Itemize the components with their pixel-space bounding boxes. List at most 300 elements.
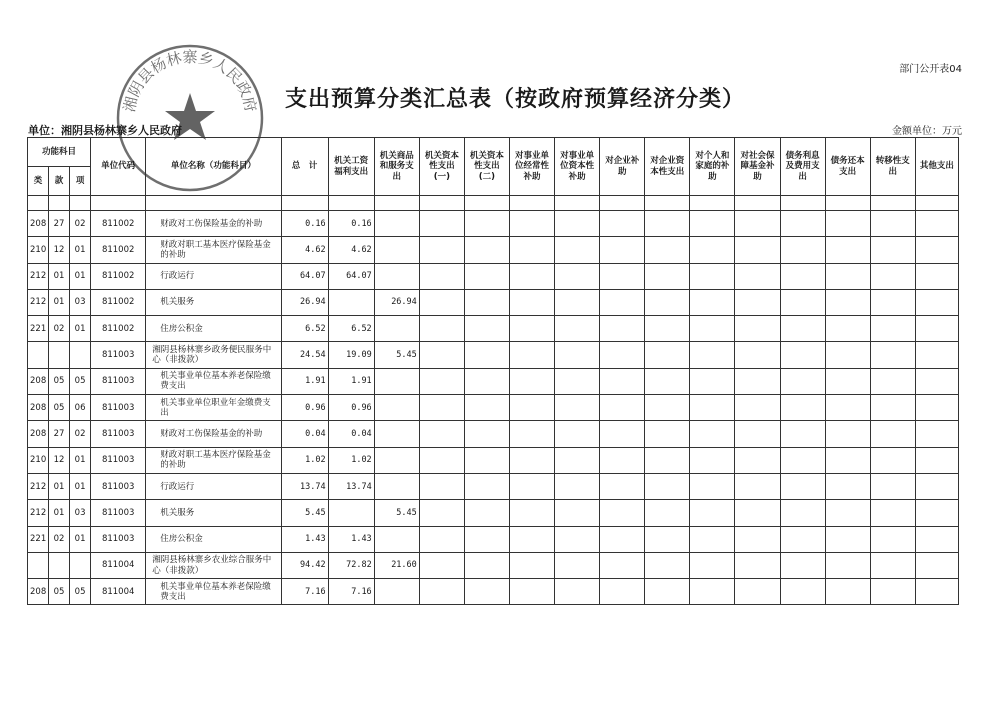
wage-cell	[328, 500, 374, 526]
empty-cell	[555, 316, 600, 342]
xiang-cell: 05	[70, 579, 91, 605]
empty-cell	[735, 447, 780, 473]
unit-name-cell: 行政运行	[146, 473, 281, 499]
empty-cell	[600, 526, 645, 552]
xiang-cell: 01	[70, 447, 91, 473]
empty-cell	[825, 211, 870, 237]
empty-cell	[600, 447, 645, 473]
empty-cell	[419, 342, 464, 368]
empty-cell	[555, 500, 600, 526]
xiang-header: 项	[70, 167, 91, 196]
empty-cell	[780, 368, 825, 394]
xiang-cell: 03	[70, 500, 91, 526]
empty-cell	[555, 237, 600, 263]
table-row	[28, 447, 959, 473]
col-header: 对事业单位经常性补助	[509, 138, 554, 196]
empty-cell	[825, 579, 870, 605]
budget-table	[27, 137, 959, 605]
empty-cell	[735, 473, 780, 499]
empty-cell	[645, 289, 690, 315]
empty-cell	[870, 579, 915, 605]
empty-cell	[464, 395, 509, 421]
empty-cell	[645, 342, 690, 368]
empty-cell	[735, 579, 780, 605]
empty-cell	[419, 579, 464, 605]
empty-cell	[645, 316, 690, 342]
empty-cell	[915, 552, 958, 578]
unit-code-cell: 811003	[91, 395, 146, 421]
empty-cell	[690, 211, 735, 237]
xiang-cell	[70, 342, 91, 368]
xiang-cell: 01	[70, 316, 91, 342]
empty-cell	[509, 473, 554, 499]
empty-cell	[825, 342, 870, 368]
amount-unit: 金额单位：万元	[892, 126, 962, 137]
lei-header: 类	[28, 167, 49, 196]
func-subject-header: 功能科目	[28, 138, 91, 167]
col-header: 对企业补助	[600, 138, 645, 196]
empty-cell	[915, 368, 958, 394]
total-cell: 4.62	[281, 237, 328, 263]
empty-cell	[915, 316, 958, 342]
wage-cell	[328, 289, 374, 315]
unit-name-cell: 机关服务	[146, 289, 281, 315]
empty-cell	[690, 368, 735, 394]
total-cell: 7.16	[281, 579, 328, 605]
kuan-cell	[49, 552, 70, 578]
empty-cell	[825, 473, 870, 499]
unit-name-header: 单位名称（功能科目）	[146, 138, 281, 196]
empty-cell	[870, 421, 915, 447]
empty-cell	[870, 552, 915, 578]
wage-cell: 0.16	[328, 211, 374, 237]
empty-cell	[690, 289, 735, 315]
unit-name-cell: 机关事业单位职业年金缴费支出	[146, 395, 281, 421]
kuan-cell: 12	[49, 237, 70, 263]
empty-cell	[690, 473, 735, 499]
total-cell: 26.94	[281, 289, 328, 315]
kuan-cell: 02	[49, 526, 70, 552]
lei-cell: 210	[28, 237, 49, 263]
empty-cell	[780, 552, 825, 578]
empty-cell	[870, 368, 915, 394]
lei-cell: 212	[28, 289, 49, 315]
empty-cell	[509, 289, 554, 315]
empty-cell	[870, 526, 915, 552]
empty-cell	[690, 447, 735, 473]
empty-cell	[464, 421, 509, 447]
goods-cell	[374, 526, 419, 552]
xiang-cell: 05	[70, 368, 91, 394]
lei-cell: 221	[28, 526, 49, 552]
empty-cell	[870, 447, 915, 473]
empty-cell	[825, 316, 870, 342]
empty-cell	[600, 237, 645, 263]
lei-cell: 221	[28, 316, 49, 342]
empty-cell	[600, 263, 645, 289]
lei-cell: 212	[28, 473, 49, 499]
empty-cell	[464, 552, 509, 578]
goods-cell	[374, 473, 419, 499]
empty-cell	[509, 500, 554, 526]
unit-name-cell: 机关事业单位基本养老保险缴费支出	[146, 368, 281, 394]
empty-cell	[600, 552, 645, 578]
wage-cell: 4.62	[328, 237, 374, 263]
wage-cell: 1.43	[328, 526, 374, 552]
empty-cell	[600, 211, 645, 237]
empty-cell	[735, 289, 780, 315]
empty-cell	[509, 552, 554, 578]
table-row	[28, 552, 959, 578]
unit-code-cell: 811003	[91, 526, 146, 552]
table-row	[28, 211, 959, 237]
lei-cell: 208	[28, 211, 49, 237]
empty-cell	[915, 473, 958, 499]
empty-cell	[780, 500, 825, 526]
empty-cell	[419, 211, 464, 237]
empty-cell	[509, 368, 554, 394]
empty-cell	[870, 316, 915, 342]
empty-cell	[509, 526, 554, 552]
empty-cell	[645, 552, 690, 578]
kuan-cell: 12	[49, 447, 70, 473]
wage-cell: 6.52	[328, 316, 374, 342]
empty-cell	[870, 289, 915, 315]
unit-name-cell: 财政对职工基本医疗保险基金的补助	[146, 237, 281, 263]
empty-cell	[555, 473, 600, 499]
empty-cell	[735, 421, 780, 447]
kuan-cell	[49, 342, 70, 368]
empty-cell	[555, 368, 600, 394]
xiang-cell: 01	[70, 237, 91, 263]
total-cell: 13.74	[281, 473, 328, 499]
table-row	[28, 263, 959, 289]
empty-cell	[735, 552, 780, 578]
goods-cell	[374, 211, 419, 237]
total-cell: 24.54	[281, 342, 328, 368]
unit-code-cell: 811004	[91, 552, 146, 578]
empty-cell	[645, 237, 690, 263]
empty-cell	[780, 421, 825, 447]
table-row	[28, 289, 959, 315]
empty-cell	[735, 368, 780, 394]
table-row	[28, 473, 959, 499]
empty-cell	[780, 526, 825, 552]
unit-name-cell: 机关服务	[146, 500, 281, 526]
goods-cell: 5.45	[374, 500, 419, 526]
lei-cell: 212	[28, 263, 49, 289]
empty-cell	[509, 342, 554, 368]
unit-name-cell: 住房公积金	[146, 526, 281, 552]
empty-cell	[825, 368, 870, 394]
goods-cell	[374, 421, 419, 447]
empty-cell	[464, 342, 509, 368]
empty-cell	[735, 500, 780, 526]
kuan-cell: 02	[49, 316, 70, 342]
empty-cell	[645, 395, 690, 421]
kuan-cell: 05	[49, 395, 70, 421]
empty-cell	[915, 526, 958, 552]
unit-code-cell: 811002	[91, 316, 146, 342]
empty-cell	[825, 263, 870, 289]
unit-code-cell: 811003	[91, 447, 146, 473]
xiang-cell: 02	[70, 421, 91, 447]
empty-cell	[690, 579, 735, 605]
empty-cell	[690, 263, 735, 289]
xiang-cell: 02	[70, 211, 91, 237]
empty-cell	[419, 526, 464, 552]
kuan-cell: 05	[49, 368, 70, 394]
seal-text: 湘阴县杨林寨乡人民政府	[120, 48, 260, 114]
empty-cell	[464, 526, 509, 552]
col-header: 机关资本性支出(一)	[419, 138, 464, 196]
col-header: 转移性支出	[870, 138, 915, 196]
unit-code-cell: 811003	[91, 500, 146, 526]
empty-cell	[870, 237, 915, 263]
table-row	[28, 237, 959, 263]
empty-cell	[600, 473, 645, 499]
col-header: 机关工资福利支出	[328, 138, 374, 196]
empty-cell	[464, 316, 509, 342]
empty-cell	[645, 263, 690, 289]
empty-cell	[915, 342, 958, 368]
total-cell: 6.52	[281, 316, 328, 342]
unit-name-cell: 湘阴县杨林寨乡政务便民服务中心（非拨款）	[146, 342, 281, 368]
total-cell: 0.16	[281, 211, 328, 237]
empty-cell	[600, 579, 645, 605]
unit-code-cell: 811002	[91, 211, 146, 237]
unit-name-cell: 财政对工伤保险基金的补助	[146, 421, 281, 447]
goods-cell: 26.94	[374, 289, 419, 315]
lei-cell: 208	[28, 395, 49, 421]
empty-cell	[645, 473, 690, 499]
kuan-cell: 01	[49, 500, 70, 526]
empty-cell	[509, 237, 554, 263]
empty-cell	[690, 316, 735, 342]
unit-code-cell: 811003	[91, 342, 146, 368]
empty-cell	[645, 211, 690, 237]
total-header: 总 计	[281, 138, 328, 196]
empty-cell	[600, 289, 645, 315]
empty-cell	[645, 579, 690, 605]
kuan-cell: 01	[49, 289, 70, 315]
unit-name-cell: 住房公积金	[146, 316, 281, 342]
empty-cell	[464, 473, 509, 499]
empty-cell	[915, 395, 958, 421]
empty-cell	[419, 263, 464, 289]
empty-cell	[509, 421, 554, 447]
empty-cell	[825, 421, 870, 447]
empty-cell	[690, 526, 735, 552]
wage-cell: 1.91	[328, 368, 374, 394]
goods-cell	[374, 447, 419, 473]
xiang-cell	[70, 552, 91, 578]
unit-name-cell: 机关事业单位基本养老保险缴费支出	[146, 579, 281, 605]
empty-cell	[555, 395, 600, 421]
empty-cell	[419, 237, 464, 263]
empty-cell	[645, 421, 690, 447]
total-cell: 1.91	[281, 368, 328, 394]
table-row	[28, 368, 959, 394]
total-cell: 64.07	[281, 263, 328, 289]
empty-cell	[825, 552, 870, 578]
kuan-cell: 01	[49, 263, 70, 289]
empty-cell	[419, 552, 464, 578]
empty-cell	[419, 473, 464, 499]
wage-cell: 64.07	[328, 263, 374, 289]
lei-cell: 210	[28, 447, 49, 473]
empty-cell	[915, 447, 958, 473]
col-header: 机关商品和服务支出	[374, 138, 419, 196]
empty-cell	[600, 421, 645, 447]
goods-cell	[374, 263, 419, 289]
wage-cell: 72.82	[328, 552, 374, 578]
empty-cell	[825, 395, 870, 421]
unit-code-cell: 811003	[91, 473, 146, 499]
lei-cell: 208	[28, 421, 49, 447]
empty-cell	[419, 395, 464, 421]
col-header: 债务还本支出	[825, 138, 870, 196]
empty-cell	[735, 263, 780, 289]
empty-cell	[870, 500, 915, 526]
empty-cell	[509, 395, 554, 421]
wage-cell: 1.02	[328, 447, 374, 473]
page-code: 部门公开表04	[899, 64, 962, 75]
empty-cell	[645, 368, 690, 394]
lei-cell: 212	[28, 500, 49, 526]
empty-cell	[419, 289, 464, 315]
empty-cell	[509, 263, 554, 289]
empty-cell	[690, 421, 735, 447]
wage-cell: 7.16	[328, 579, 374, 605]
total-cell: 1.43	[281, 526, 328, 552]
empty-cell	[464, 579, 509, 605]
wage-cell: 13.74	[328, 473, 374, 499]
unit-name-cell: 财政对职工基本医疗保险基金的补助	[146, 447, 281, 473]
table-row	[28, 421, 959, 447]
xiang-cell: 01	[70, 263, 91, 289]
empty-cell	[600, 342, 645, 368]
empty-cell	[915, 579, 958, 605]
empty-cell	[915, 263, 958, 289]
empty-cell	[870, 342, 915, 368]
empty-cell	[915, 237, 958, 263]
empty-cell	[509, 316, 554, 342]
empty-cell	[645, 447, 690, 473]
empty-cell	[645, 500, 690, 526]
empty-cell	[555, 263, 600, 289]
unit-name-cell: 湘阴县杨林寨乡农业综合服务中心（非拨款）	[146, 552, 281, 578]
col-header: 对事业单位资本性补助	[555, 138, 600, 196]
empty-cell	[509, 447, 554, 473]
empty-cell	[555, 289, 600, 315]
unit-code-cell: 811003	[91, 368, 146, 394]
empty-cell	[555, 526, 600, 552]
kuan-cell: 27	[49, 421, 70, 447]
empty-cell	[735, 237, 780, 263]
empty-cell	[690, 552, 735, 578]
empty-cell	[780, 395, 825, 421]
empty-cell	[464, 368, 509, 394]
empty-cell	[419, 447, 464, 473]
unit-label: 单位：湘阴县杨林寨乡人民政府	[28, 124, 182, 137]
col-header: 机关资本性支出(二)	[464, 138, 509, 196]
empty-cell	[690, 237, 735, 263]
empty-cell	[690, 395, 735, 421]
empty-cell	[690, 500, 735, 526]
unit-code-cell: 811002	[91, 263, 146, 289]
empty-cell	[419, 421, 464, 447]
kuan-cell: 05	[49, 579, 70, 605]
kuan-cell: 27	[49, 211, 70, 237]
wage-cell: 19.09	[328, 342, 374, 368]
empty-cell	[600, 500, 645, 526]
empty-cell	[645, 526, 690, 552]
col-header: 债务利息及费用支出	[780, 138, 825, 196]
empty-cell	[555, 447, 600, 473]
unit-code-cell: 811002	[91, 237, 146, 263]
empty-cell	[464, 500, 509, 526]
empty-cell	[780, 447, 825, 473]
total-cell: 0.04	[281, 421, 328, 447]
empty-cell	[780, 342, 825, 368]
xiang-cell: 01	[70, 526, 91, 552]
unit-code-header: 单位代码	[91, 138, 146, 196]
wage-cell: 0.96	[328, 395, 374, 421]
empty-cell	[419, 316, 464, 342]
empty-cell	[600, 395, 645, 421]
empty-cell	[464, 263, 509, 289]
total-cell: 1.02	[281, 447, 328, 473]
empty-cell	[780, 263, 825, 289]
unit-code-cell: 811003	[91, 421, 146, 447]
goods-cell	[374, 395, 419, 421]
lei-cell	[28, 342, 49, 368]
empty-cell	[555, 552, 600, 578]
goods-cell: 5.45	[374, 342, 419, 368]
empty-cell	[825, 289, 870, 315]
empty-cell	[915, 421, 958, 447]
kuan-cell: 01	[49, 473, 70, 499]
col-header: 其他支出	[915, 138, 958, 196]
empty-cell	[870, 395, 915, 421]
empty-cell	[870, 473, 915, 499]
empty-cell	[690, 342, 735, 368]
empty-cell	[464, 289, 509, 315]
empty-cell	[825, 447, 870, 473]
total-cell: 5.45	[281, 500, 328, 526]
goods-cell	[374, 237, 419, 263]
empty-cell	[780, 237, 825, 263]
empty-cell	[825, 500, 870, 526]
empty-cell	[780, 473, 825, 499]
xiang-cell: 01	[70, 473, 91, 499]
empty-cell	[780, 579, 825, 605]
empty-cell	[735, 211, 780, 237]
table-row	[28, 579, 959, 605]
empty-cell	[825, 237, 870, 263]
lei-cell: 208	[28, 579, 49, 605]
empty-cell	[600, 316, 645, 342]
empty-cell	[464, 447, 509, 473]
empty-cell	[419, 368, 464, 394]
table-row	[28, 526, 959, 552]
empty-cell	[600, 368, 645, 394]
empty-cell	[915, 211, 958, 237]
empty-cell	[825, 526, 870, 552]
spacer-row	[28, 196, 959, 211]
unit-code-cell: 811002	[91, 289, 146, 315]
